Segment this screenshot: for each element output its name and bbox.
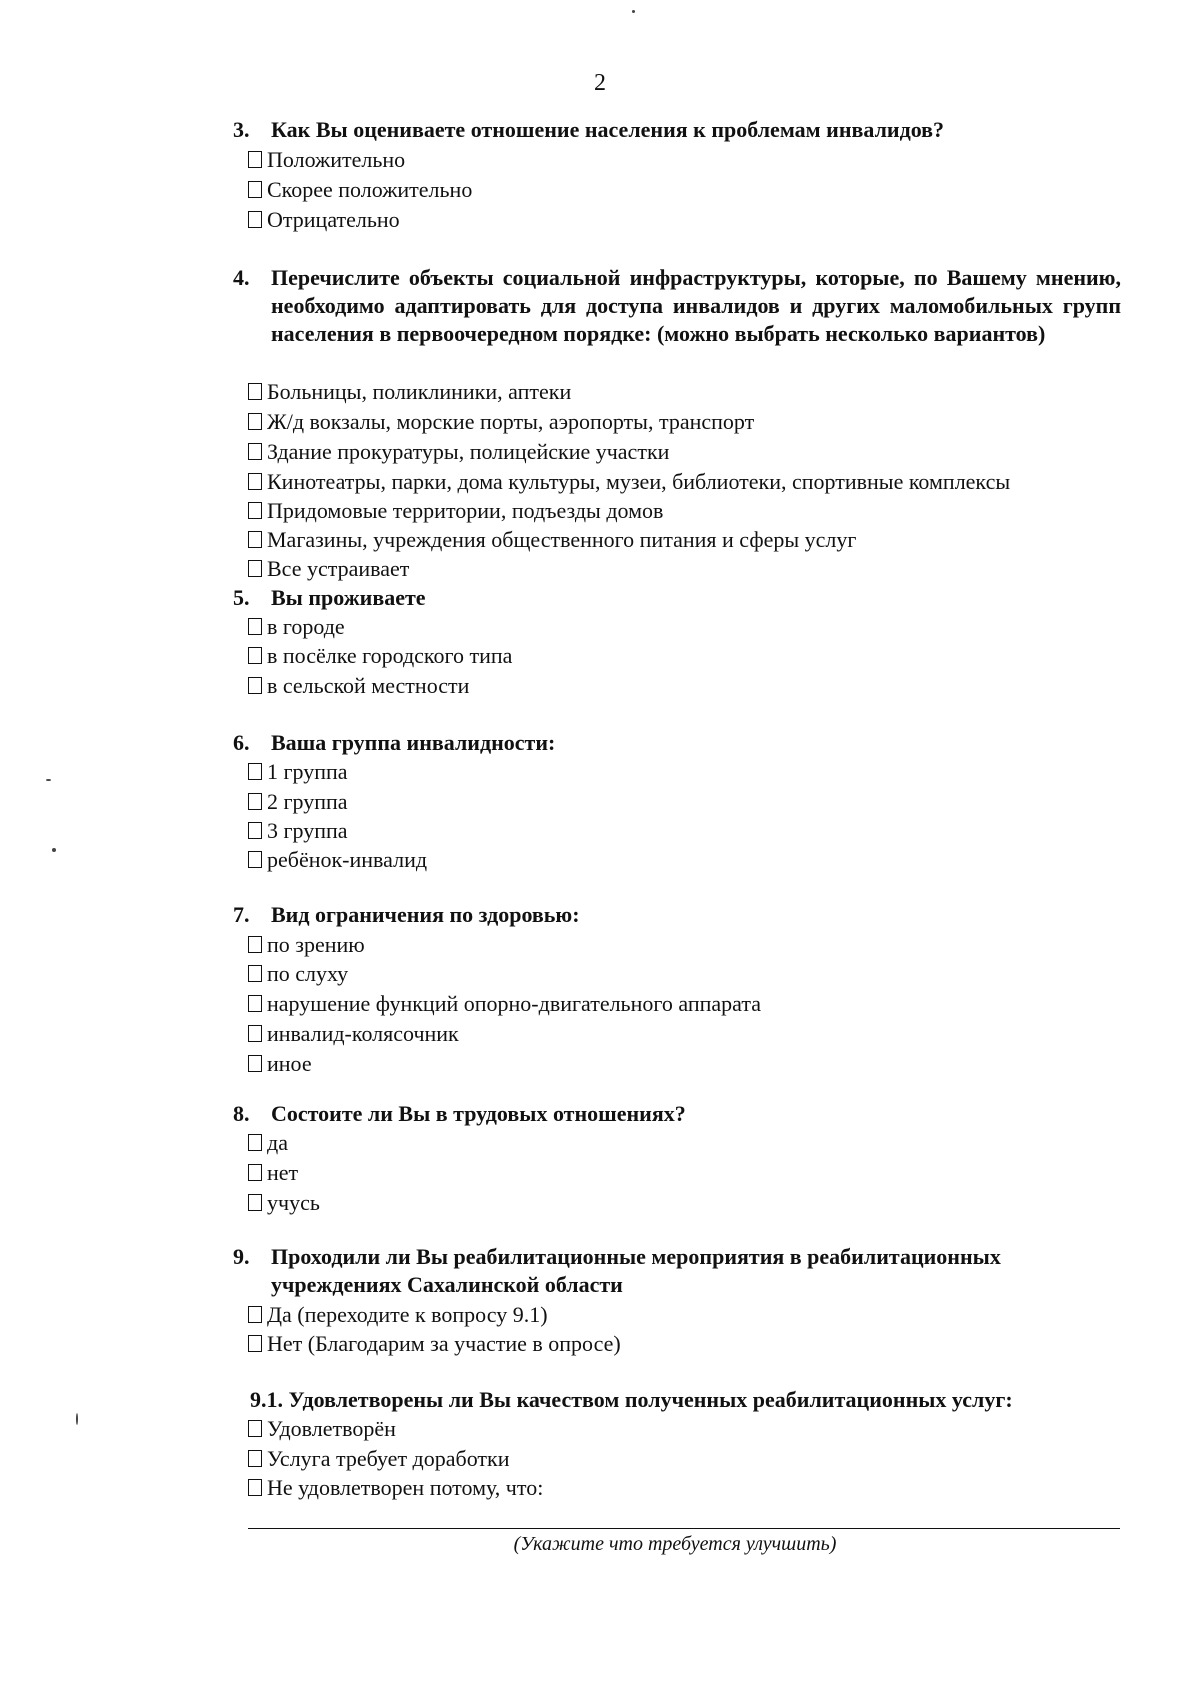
option-q7-5[interactable]: [248, 1050, 312, 1078]
option-q4-2[interactable]: [248, 408, 754, 436]
question-number: 3.: [233, 117, 250, 142]
option-q4-3[interactable]: [248, 438, 669, 466]
option-label: иное: [267, 1051, 312, 1076]
option-label: 3 группа: [267, 818, 348, 843]
checkbox[interactable]: [248, 647, 262, 664]
option-q9-1-1[interactable]: [248, 1415, 396, 1443]
option-q7-2[interactable]: [248, 960, 348, 988]
option-q5-3[interactable]: [248, 672, 469, 700]
question-text: Перечислите объекты социальной инфраструктуры, которые, по Вашему мнению, необходимо адаптировать для доступа инвалидов и других маломобильных групп населения в первоочередном порядке: (можно выбрать несколько вариантов): [271, 265, 1121, 346]
option-label: нет: [267, 1160, 299, 1185]
checkbox[interactable]: [248, 936, 262, 953]
option-label: Да (переходите к вопросу 9.1): [267, 1302, 548, 1327]
option-label: Все устраивает: [267, 556, 410, 581]
option-q9-1-2[interactable]: [248, 1445, 510, 1473]
option-label: Ж/д вокзалы, морские порты, аэропорты, транспорт: [267, 409, 755, 434]
option-q5-1[interactable]: [248, 613, 345, 641]
question-7: [233, 901, 1121, 929]
scan-speck: [46, 779, 51, 781]
option-q6-2[interactable]: [248, 788, 348, 816]
scan-speck: [632, 10, 635, 13]
option-label: по зрению: [267, 932, 365, 957]
option-label: Кинотеатры, парки, дома культуры, музеи, библиотеки, спортивные комплексы: [267, 469, 1011, 494]
question-number: 8.: [233, 1101, 250, 1126]
sub-question-9-1: 9.1. Удовлетворены ли Вы качеством полученных реабилитационных услуг:: [250, 1387, 1013, 1412]
checkbox[interactable]: [248, 181, 262, 198]
question-6: [233, 729, 1121, 757]
question-number: 9.: [233, 1244, 250, 1269]
checkbox[interactable]: [248, 531, 262, 548]
question-3: [233, 116, 1121, 144]
option-label: по слуху: [267, 961, 349, 986]
option-q4-7[interactable]: [248, 555, 409, 583]
option-q8-3[interactable]: [248, 1189, 320, 1217]
question-number: 6.: [233, 730, 250, 755]
option-label: учусь: [267, 1190, 320, 1215]
option-q7-3[interactable]: [248, 990, 761, 1018]
option-q8-2[interactable]: [248, 1159, 298, 1187]
checkbox[interactable]: [248, 822, 262, 839]
option-label: 1 группа: [267, 759, 348, 784]
checkbox[interactable]: [248, 151, 262, 168]
option-q6-3[interactable]: [248, 817, 348, 845]
checkbox[interactable]: [248, 1306, 262, 1323]
question-text: Вы проживаете: [271, 585, 426, 610]
checkbox[interactable]: [248, 413, 262, 430]
checkbox[interactable]: [248, 851, 262, 868]
question-text: Проходили ли Вы реабилитационные мероприятия в реабилитационных учреждениях Сахалинской области: [271, 1244, 1001, 1297]
option-label: Услуга требует доработки: [267, 1446, 510, 1471]
checkbox[interactable]: [248, 1420, 262, 1437]
option-label: инвалид-колясочник: [267, 1021, 459, 1046]
option-label: Магазины, учреждения общественного питания и сферы услуг: [267, 527, 857, 552]
checkbox[interactable]: [248, 473, 262, 490]
checkbox[interactable]: [248, 443, 262, 460]
checkbox[interactable]: [248, 1164, 262, 1181]
option-q7-1[interactable]: [248, 931, 365, 959]
option-q6-1[interactable]: [248, 758, 348, 786]
option-label: Положительно: [267, 147, 406, 172]
option-q9-1-3[interactable]: [248, 1474, 543, 1502]
checkbox[interactable]: [248, 1134, 262, 1151]
question-text: Вид ограничения по здоровью:: [271, 902, 580, 927]
scan-speck: [52, 848, 56, 852]
option-label: Придомовые территории, подъезды домов: [267, 498, 664, 523]
option-q7-4[interactable]: [248, 1020, 459, 1048]
checkbox[interactable]: [248, 618, 262, 635]
checkbox[interactable]: [248, 793, 262, 810]
option-label: Больницы, поликлиники, аптеки: [267, 379, 572, 404]
option-label: Не удовлетворен потому, что:: [267, 1475, 544, 1500]
answer-hint: (Укажите что требуется улучшить): [513, 1533, 837, 1555]
page-number: 2: [594, 70, 606, 96]
checkbox[interactable]: [248, 763, 262, 780]
option-q9-2[interactable]: [248, 1330, 621, 1358]
option-q4-5[interactable]: [248, 497, 663, 525]
checkbox[interactable]: [248, 1335, 262, 1352]
checkbox[interactable]: [248, 1194, 262, 1211]
question-8: [233, 1100, 1121, 1128]
checkbox[interactable]: [248, 1479, 262, 1496]
question-4: [233, 264, 1121, 348]
option-label: Отрицательно: [267, 207, 400, 232]
question-9: [233, 1243, 1121, 1299]
question-number: 7.: [233, 902, 250, 927]
option-label: Скорее положительно: [267, 177, 473, 202]
checkbox[interactable]: [248, 677, 262, 694]
option-q4-1[interactable]: [248, 378, 571, 406]
option-label: нарушение функций опорно-двигательного аппарата: [267, 991, 761, 1016]
checkbox[interactable]: [248, 560, 262, 577]
option-label: в городе: [267, 614, 345, 639]
option-label: да: [267, 1130, 288, 1155]
question-text: Ваша группа инвалидности:: [271, 730, 556, 755]
option-label: Здание прокуратуры, полицейские участки: [267, 439, 670, 464]
question-text: Состоите ли Вы в трудовых отношениях?: [271, 1101, 686, 1126]
checkbox[interactable]: [248, 965, 262, 982]
option-q3-2[interactable]: [248, 176, 472, 204]
checkbox[interactable]: [248, 502, 262, 519]
option-q8-1[interactable]: [248, 1129, 288, 1157]
option-label: Удовлетворён: [267, 1416, 396, 1441]
option-q9-1[interactable]: [248, 1301, 548, 1329]
option-q5-2[interactable]: [248, 642, 512, 670]
question-text: Как Вы оцениваете отношение населения к проблемам инвалидов?: [271, 117, 945, 142]
question-number: 5.: [233, 585, 250, 610]
scan-speck: [76, 1413, 78, 1425]
option-q6-4[interactable]: [248, 846, 427, 874]
question-number: 4.: [233, 265, 250, 290]
option-q3-1[interactable]: [248, 146, 405, 174]
option-label: 2 группа: [267, 789, 348, 814]
option-q4-4[interactable]: [248, 468, 1010, 496]
question-5: [233, 584, 1121, 612]
checkbox[interactable]: [248, 383, 262, 400]
option-label: ребёнок-инвалид: [267, 847, 428, 872]
checkbox[interactable]: [248, 211, 262, 228]
option-label: в сельской местности: [267, 673, 470, 698]
option-q3-3[interactable]: [248, 206, 400, 234]
checkbox[interactable]: [248, 1055, 262, 1072]
option-q4-6[interactable]: [248, 526, 856, 554]
checkbox[interactable]: [248, 1025, 262, 1042]
answer-line[interactable]: [248, 1528, 1120, 1529]
option-label: Нет (Благодарим за участие в опросе): [267, 1331, 621, 1356]
checkbox[interactable]: [248, 995, 262, 1012]
checkbox[interactable]: [248, 1450, 262, 1467]
option-label: в посёлке городского типа: [267, 643, 513, 668]
